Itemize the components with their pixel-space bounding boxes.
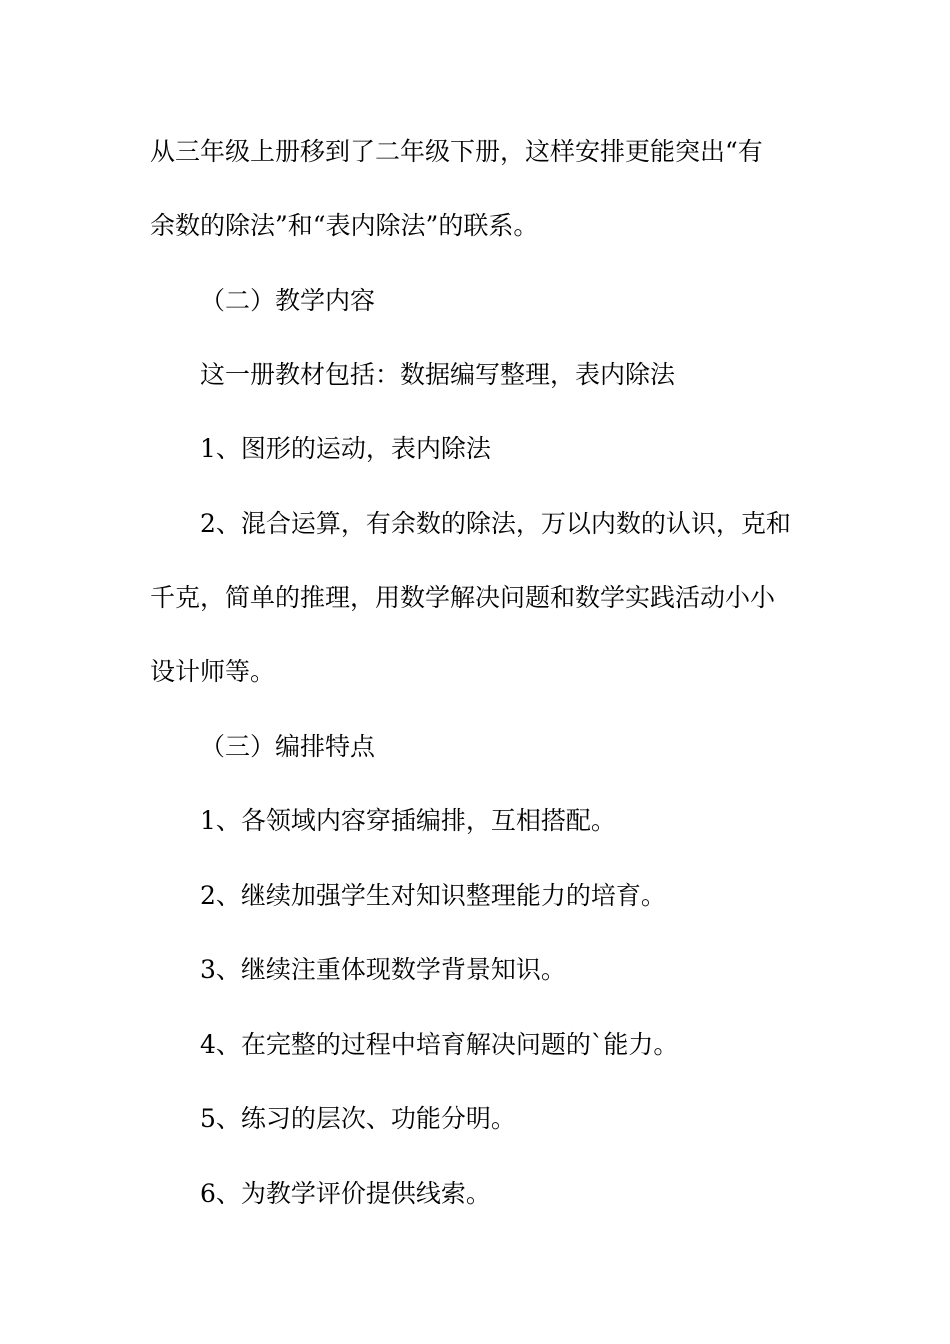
paragraph-line: 设计师等。 [150, 657, 276, 686]
list-item: 5、练习的层次、功能分明。 [200, 1104, 516, 1133]
paragraph-line: 从三年级上册移到了二年级下册，这样安排更能突出“有 [150, 137, 763, 166]
section-heading: （三）编排特点 [200, 732, 376, 761]
section-heading: （二）教学内容 [200, 286, 376, 315]
list-item: 2、继续加强学生对知识整理能力的培育。 [200, 881, 666, 910]
list-item: 2、混合运算，有余数的除法，万以内数的认识，克和 [200, 509, 791, 538]
paragraph-line: 这一册教材包括：数据编写整理，表内除法 [200, 360, 676, 389]
paragraph-line: 余数的除法”和“表内除法”的联系。 [150, 211, 539, 240]
list-item: 1、各领域内容穿插编排，互相搭配。 [200, 806, 616, 835]
list-item: 4、在完整的过程中培育解决问题的`能力。 [200, 1030, 679, 1059]
list-item: 6、为教学评价提供线索。 [200, 1179, 491, 1208]
list-item: 1、图形的运动，表内除法 [200, 434, 491, 463]
list-item: 3、继续注重体现数学背景知识。 [200, 955, 566, 984]
paragraph-line: 千克，简单的推理，用数学解决问题和数学实践活动小小 [150, 583, 776, 612]
